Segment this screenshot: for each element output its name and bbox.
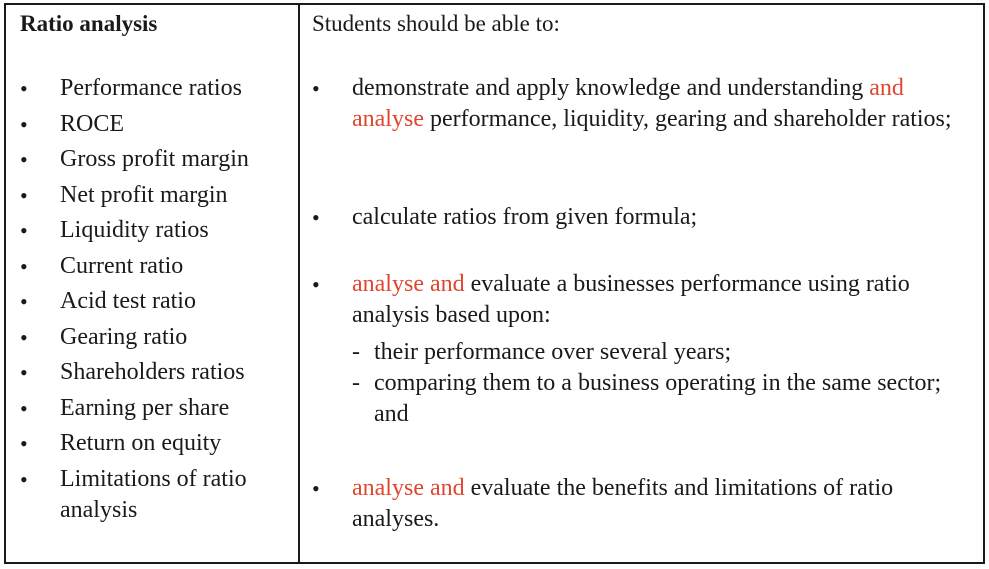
bullet-icon: • xyxy=(20,466,28,492)
topic-list xyxy=(20,71,298,526)
objective-item: • calculate ratios from given formula; xyxy=(312,202,953,233)
highlight-text: and analyse xyxy=(352,75,904,132)
bullet-icon: • xyxy=(312,76,320,101)
bullet-icon: • xyxy=(20,289,28,314)
topic-item: • Return on equity xyxy=(20,426,298,462)
topic-item: • Shareholders ratios xyxy=(20,355,298,391)
sub-item: - their performance over several years; xyxy=(352,337,953,368)
objectives-column xyxy=(300,5,983,562)
objectives-intro: Students should be able to: xyxy=(312,11,560,36)
bullet-icon: • xyxy=(20,324,28,350)
bullet-icon: • xyxy=(20,218,28,243)
topic-item: • Performance ratios xyxy=(20,71,298,107)
bullet-icon: • xyxy=(312,476,320,501)
objective-item: • analyse and evaluate a businesses performance using ratio analysis based upon: - their performance over several years; - comparing them to a business operating in the same sector; and xyxy=(312,269,953,430)
sub-list xyxy=(352,337,953,430)
bullet-icon: • xyxy=(312,205,320,230)
topic-heading: Ratio analysis xyxy=(20,11,158,36)
topic-item: • Gearing ratio xyxy=(20,320,298,356)
topic-item: • ROCE xyxy=(20,107,298,143)
topic-item: • Acid test ratio xyxy=(20,284,298,320)
bullet-icon: • xyxy=(20,76,28,101)
bullet-icon: • xyxy=(20,182,28,208)
highlight-text: analyse and xyxy=(352,271,465,297)
topics-column xyxy=(6,5,300,562)
sub-item: - comparing them to a business operating in the same sector; and xyxy=(352,370,942,427)
bullet-icon: • xyxy=(20,395,28,421)
bullet-icon: • xyxy=(20,431,28,456)
topic-item: • Net profit margin xyxy=(20,178,298,214)
ratio-analysis-table xyxy=(4,3,985,564)
dash-icon: - xyxy=(352,370,360,396)
bullet-icon: • xyxy=(20,111,28,137)
dash-icon: - xyxy=(352,339,360,365)
topic-item: • Liquidity ratios xyxy=(20,213,298,249)
objective-item: • analyse and evaluate the benefits and limitations of ratio analyses. xyxy=(312,475,894,532)
bullet-icon: • xyxy=(312,272,320,297)
bullet-icon: • xyxy=(20,253,28,279)
bullet-icon: • xyxy=(20,360,28,385)
topic-item: • Gross profit margin xyxy=(20,142,298,178)
topic-item: • Limitations of ratio analysis xyxy=(20,462,270,526)
bullet-icon: • xyxy=(20,147,28,172)
highlight-text: analyse and xyxy=(352,475,465,501)
objective-item: • demonstrate and apply knowledge and understanding and analyse performance, liquidity, gearing and shareholder ratios; xyxy=(312,75,952,132)
topic-item: • Earning per share xyxy=(20,391,298,427)
topic-item: • Current ratio xyxy=(20,249,298,285)
